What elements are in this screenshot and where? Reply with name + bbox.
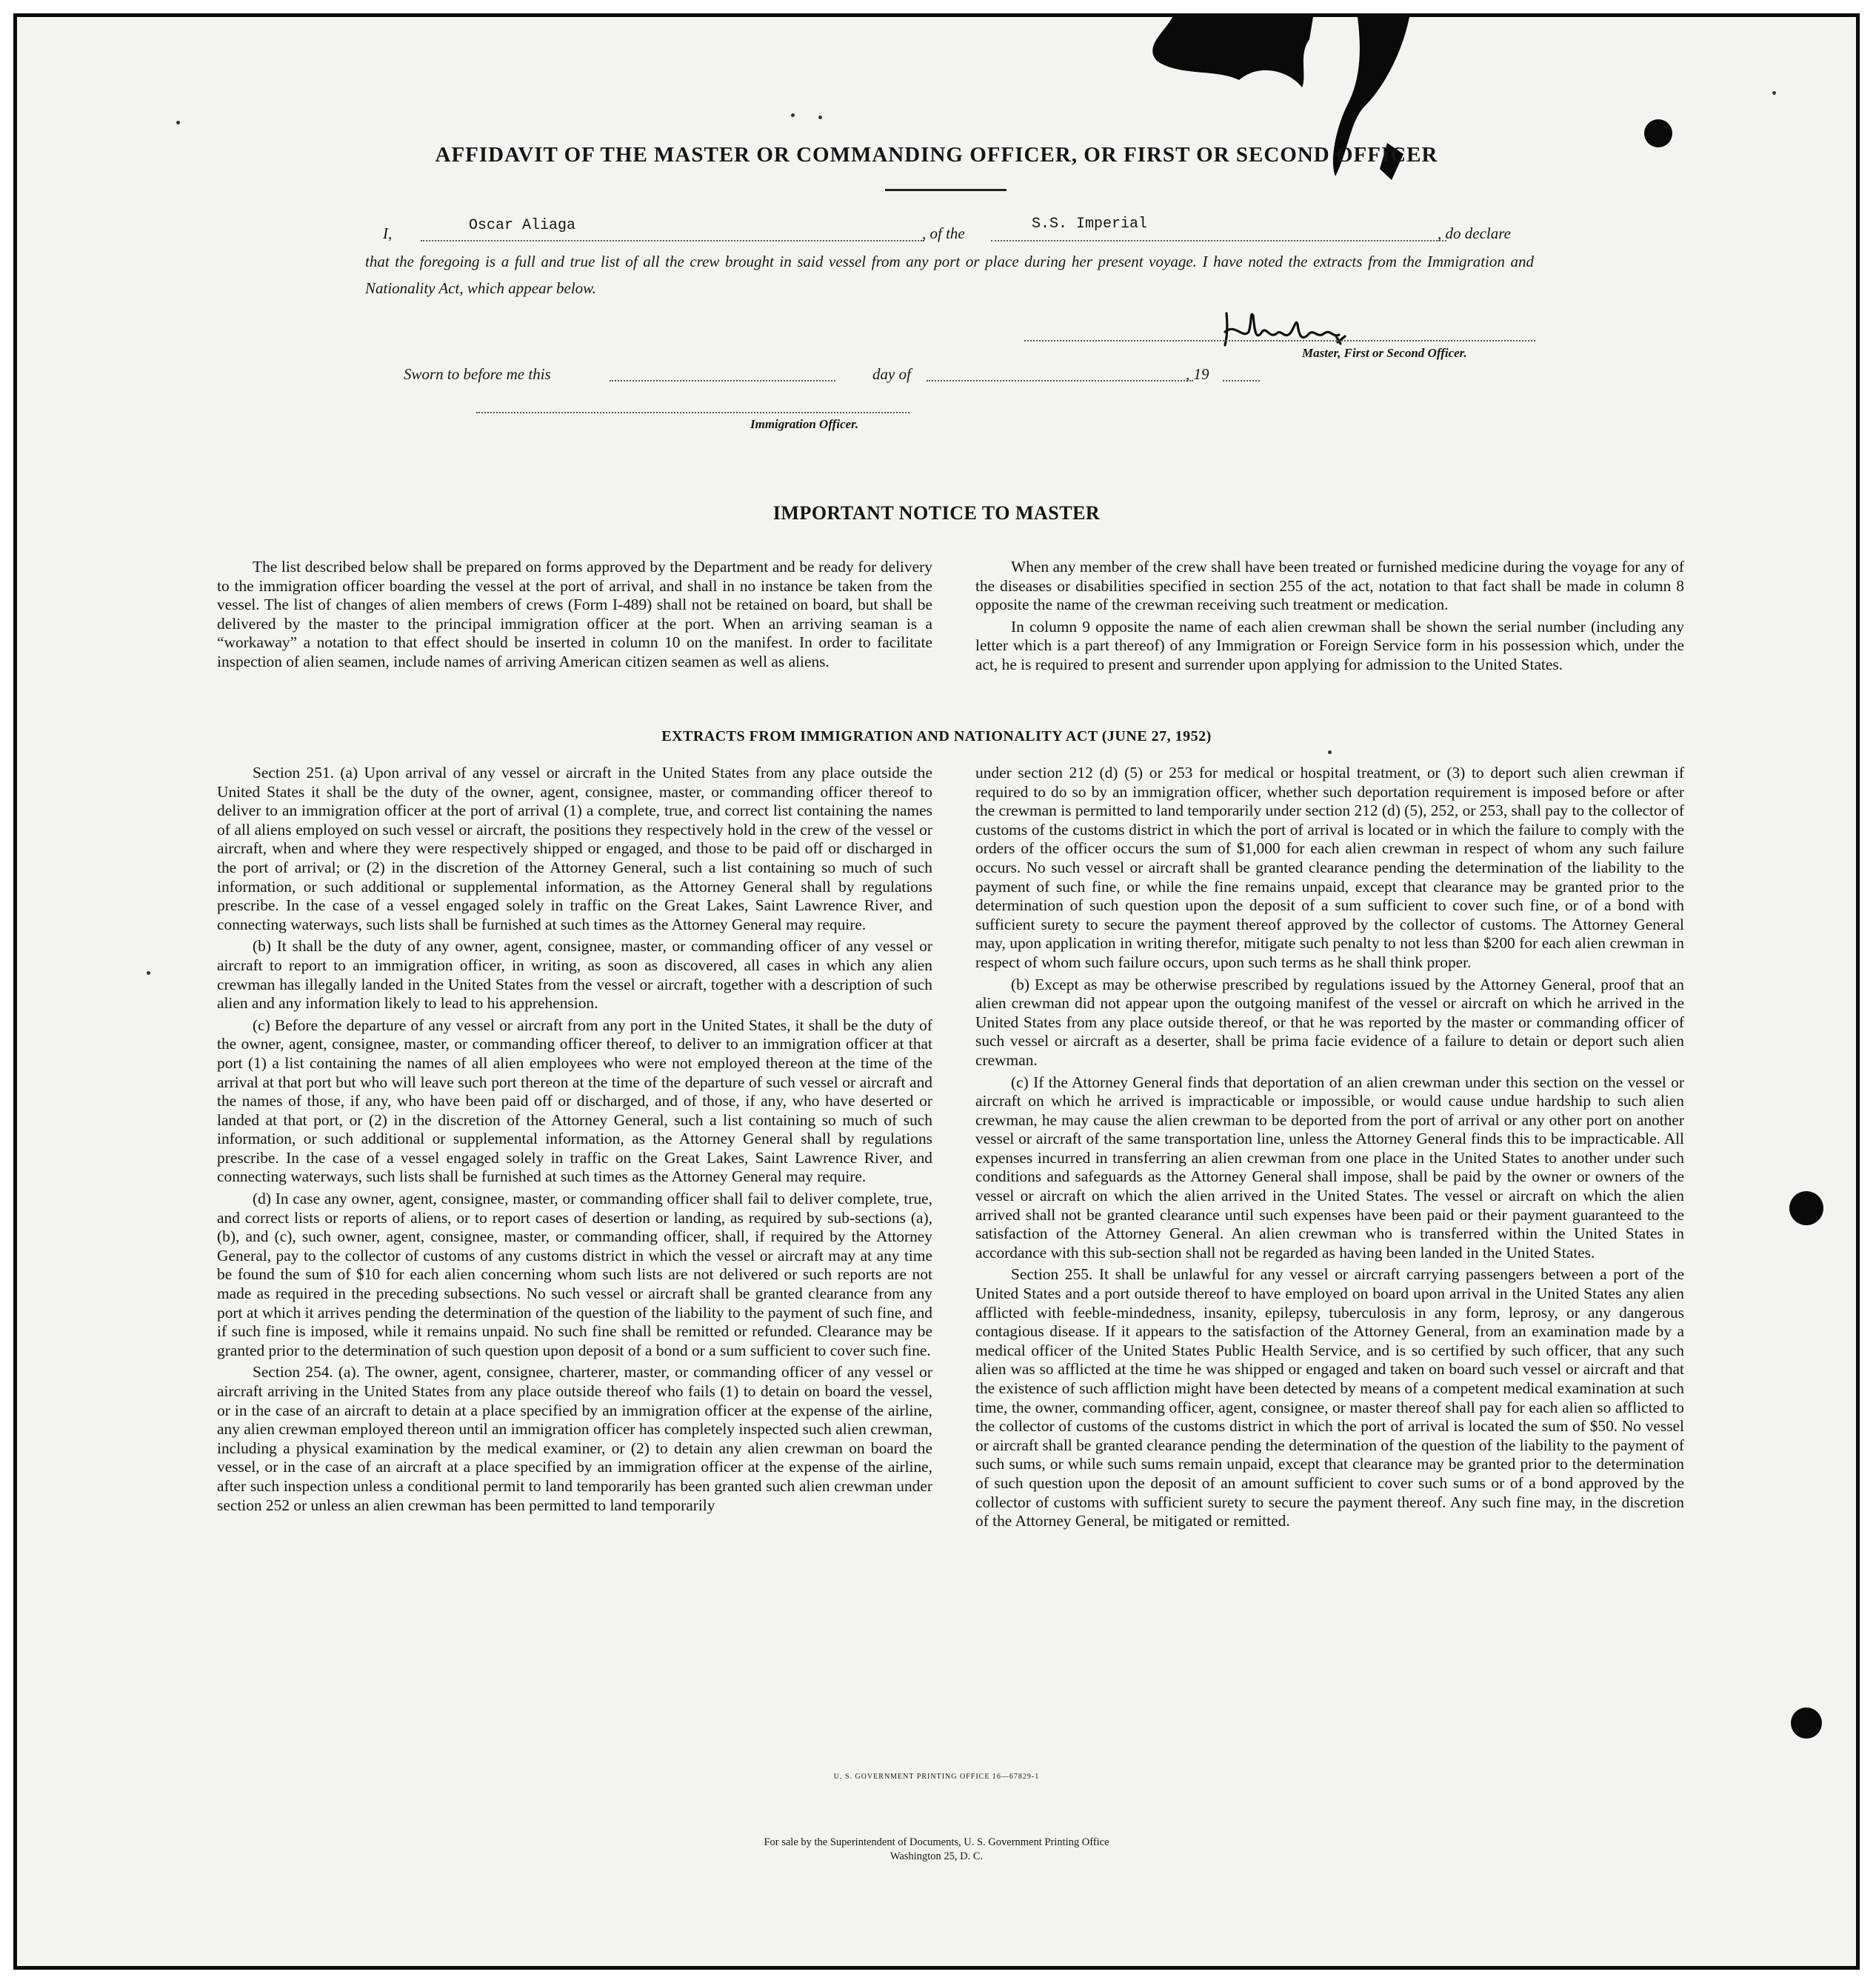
section-255: Section 255. It shall be unlawful for any vessel or aircraft carrying passengers between a port of the United States and a port outside thereof to have employed on board upon arrival in the United States any alien afflicted with feeble-mindedness, insanity, epilepsy, tuberculosis in any form, leprosy, or any dangerous contagious disease. If it appears to the satisfaction of the Attorney General, from an examination made by a medical officer of the United States Public Health Service, and is so certified by such officer, that any such alien was so afflicted at the time he was shipped or engaged and taken on board such vessel or aircraft and that the existence of such affliction might have been detected by means of a competent medical examination at such time, the owner, commanding officer, agent, consignee, or master thereof shall pay for each alien so afflicted to the collector of customs of the customs district in which the port of arrival is located the sum of $50. No vessel or aircraft shall be granted clearance pending the determination of the question of the liability to the payment of such sums, or while such sums remain unpaid, except that clearance may be granted prior to the determination of such question upon the deposit of an amount sufficient to cover such sums or of a bond approved by the collector of customs with sufficient surety to secure the payment thereof. Any such fine may, in the discretion of the Attorney General, be mitigated or remitted. bbox=[975, 1265, 1684, 1530]
punch-hole-middle bbox=[1789, 1191, 1823, 1225]
footer-line-2: Washington 25, D. C. bbox=[889, 1850, 984, 1862]
section-251-b: (b) It shall be the duty of any owner, agent, consignee, master, or commanding officer of any vessel or aircraft to report to an immigration officer, in writing, as soon as discovered, all cases in which any alien crewman has illegally landed in the United States from the vessel or aircraft, together with a description of such alien and any information likely to lead to his apprehension. bbox=[217, 937, 932, 1013]
section-254-b: (b) Except as may be otherwise prescribed by regulations issued by the Attorney General, proof that an alien crewman did not appear upon the outgoing manifest of the vessel or aircraft on which he arrived in the United States from any place outside thereof, or that he was reported by the master or commanding officer of such vessel or aircraft as a deserter, shall be prima facie evidence of a failure to detain or deport such alien crewman. bbox=[975, 975, 1684, 1069]
day-of-label: day of bbox=[872, 365, 911, 383]
notice-paragraph: In column 9 opposite the name of each alien crewman shall be shown the serial number (including any letter which is a part thereof) of any Immigration or Foreign Service form in his possession which, under the act, he is required to present and surrender upon applying for admission to the United States. bbox=[975, 617, 1684, 673]
document-page bbox=[13, 13, 1860, 1970]
section-251-d: (d) In case any owner, agent, consignee, master, or commanding officer shall fail to deliver complete, true, and correct lists or reports of aliens, or to report cases of desertion or landing, as required by sub-sections (a), (b), and (c), such owner, agent, consignee, master, or commanding officer, shall, if required by the Attorney General, pay to the collector of customs of any customs district in which the vessel or aircraft may at any time be found the sum of $10 for each alien concerning whom such lists are not delivered or such reports are not made as required in the preceding subsections. No such vessel or aircraft shall be granted clearance from any port at which it arrives pending the determination of the question of the liability to the payment of such fine, and if such fine is imposed, while it remains unpaid. No such fine shall be remitted or refunded. Clearance may be granted prior to the determination of such question upon deposit of a bond or a sum sufficient to cover such fine. bbox=[217, 1190, 932, 1359]
printer-imprint: U. S. GOVERNMENT PRINTING OFFICE 16—67829-1 bbox=[833, 1773, 1040, 1781]
affidavit-title: AFFIDAVIT OF THE MASTER OR COMMANDING OFFICER, OR FIRST OR SECOND OFFICER bbox=[435, 143, 1438, 167]
declarant-name-line bbox=[421, 240, 924, 241]
section-254-c: (c) If the Attorney General finds that deportation of an alien crewman under this section on the vessel or aircraft on which he arrived is impracticable or impossible, or would cause undue hardship to such alien crewman, he may cause the alien crewman to be deported from the port of arrival or any other port on another vessel or aircraft of the same transportation line, unless the Attorney General finds this to be impracticable. All expenses incurred in transferring an alien crewman from one place in the United States to another under such conditions and safeguards as the Attorney General shall impose, shall be paid by the owner or owners of the vessel or aircraft on which the alien arrived in the United States. The vessel or aircraft on which the alien arrived shall not be granted clearance until such expenses have been paid or their payment guaranteed to the satisfaction of the Attorney General. An alien crewman who is transferred within the United States in accordance with this sub-section shall not be regarded as having been landed in the United States. bbox=[975, 1073, 1684, 1262]
declarant-name: Oscar Aliaga bbox=[469, 217, 576, 234]
of-the-label: , of the bbox=[922, 224, 965, 242]
notice-right-column bbox=[975, 558, 1684, 678]
notice-left-column bbox=[217, 558, 932, 675]
immigration-officer-line bbox=[476, 412, 909, 413]
declaration-text: that the foregoing is a full and true list of all the crew brought in said vessel from any port or place during her present voyage. I have noted the extracts from the Immigration and Nationality Act, which appear below. bbox=[365, 253, 1534, 297]
declarant-prefix: I, bbox=[383, 224, 393, 242]
footer-line-1: For sale by the Superintendent of Documents, U. S. Government Printing Office bbox=[764, 1836, 1109, 1848]
vessel-name-line bbox=[991, 240, 1446, 241]
sworn-month-line bbox=[927, 380, 1193, 381]
extracts-title: EXTRACTS FROM IMMIGRATION AND NATIONALITY ACT (JUNE 27, 1952) bbox=[661, 728, 1212, 744]
sworn-year-line bbox=[1223, 380, 1260, 381]
signature-caption: Master, First or Second Officer. bbox=[1302, 346, 1467, 360]
sworn-day-line bbox=[610, 380, 835, 381]
section-254-a-continued: under section 212 (d) (5) or 253 for medical or hospital treatment, or (3) to deport such alien crewman if required to do so by an immigration officer, whether such deportation requirement is imposed before or after the crewman is permitted to land temporarily under section 212 (d) (5), 252, or 253, shall pay to the collector of customs of the customs district in which the port of arrival is located or in which the failure to comply with the orders of the officer occurs the sum of $1,000 for each alien crewman in respect of whom any such failure occurs. No such vessel or aircraft shall be granted clearance pending the determination of the liability to the payment of such fine, or while the fine remains unpaid, except that clearance may be granted prior to the determination of such question upon the deposit of a sum sufficient to cover such fine, or of a bond with sufficient surety to secure the payment thereof approved by the collector of customs. The Attorney General may, upon application in writing therefor, mitigate such penalty to not less than $200 for each alien crewman in respect of whom such failure occurs, upon such terms as he shall think proper. bbox=[975, 764, 1684, 971]
extracts-left-column bbox=[217, 764, 932, 1518]
vessel-name: S.S. Imperial bbox=[1032, 216, 1148, 233]
title-divider bbox=[885, 189, 1007, 191]
signature-line bbox=[1024, 340, 1535, 341]
do-declare-label: , do declare bbox=[1438, 224, 1511, 242]
sworn-prefix: Sworn to before me this bbox=[404, 365, 551, 383]
notice-paragraph: When any member of the crew shall have been treated or furnished medicine during the voyage for any of the diseases or disabilities specified in section 255 of the act, notation to that fact shall be made in column 8 opposite the name of the crewman receiving such treatment or medication. bbox=[975, 558, 1684, 614]
year-prefix: , 19 bbox=[1186, 365, 1209, 383]
notice-paragraph: The list described below shall be prepared on forms approved by the Department and be ready for delivery to the immigration officer boarding the vessel at the port of arrival, and shall in no instance be taken from the vessel. The list of changes of alien members of crews (Form I-489) shall not be retained on board, but shall be delivered by the master to the principal immigration officer at the port. When an arriving seaman is a “workaway” a notation to that effect should be inserted in column 10 on the manifest. In order to facilitate inspection of alien seamen, include names of arriving American citizen seamen as well as aliens. bbox=[217, 558, 932, 670]
extracts-right-column bbox=[975, 764, 1684, 1534]
punch-hole-bottom bbox=[1791, 1707, 1822, 1739]
section-251-c: (c) Before the departure of any vessel or aircraft from any port in the United States, it shall be the duty of the owner, agent, consignee, master, or commanding officer thereof, to deliver to an immigration officer at that port (1) a list containing the names of all alien employees who were not employed thereon at the time of the arrival at that port but who will leave such port thereon at the time of the departure of such vessel or aircraft and the names of those, if any, who have been paid off or discharged, and of those, if any, who have deserted or landed at that port, or (2) in the discretion of the Attorney General, such a list containing so much of such information, or such additional or supplemental information, as the Attorney General shall by regulations prescribe. In the case of a vessel engaged solely in traffic on the Great Lakes, Saint Lawrence River, and connecting waterways, such lists shall be furnished at such times as the Attorney General may require. bbox=[217, 1016, 932, 1186]
section-251-a: Section 251. (a) Upon arrival of any vessel or aircraft in the United States from any place outside the United States it shall be the duty of the owner, agent, consignee, master, or commanding officer thereof to deliver to an immigration officer at the port of arrival (1) a complete, true, and correct list containing the names of all aliens employed on such vessel or aircraft, the positions they respectively hold in the crew of the vessel or aircraft, when and where they were respectively shipped or engaged, and those to be paid off or discharged in the port of arrival; or (2) in the discretion of the Attorney General, such a list containing so much of such information, or such additional or supplemental information, as the Attorney General shall by regulations prescribe. In the case of a vessel engaged solely in traffic on the Great Lakes, Saint Lawrence River, and connecting waterways, such lists shall be furnished at such times as the Attorney General may require. bbox=[217, 764, 932, 933]
sale-footer bbox=[17, 1836, 1856, 1864]
section-254-a: Section 254. (a). The owner, agent, consignee, charterer, master, or commanding officer of any vessel or aircraft arriving in the United States from any place outside thereof who fails (1) to detain on board the vessel, or in the case of an aircraft to detain at a place specified by an immigration officer at the expense of the airline, any alien crewman employed thereon until an immigration officer has completely inspected such alien crewman, including a physical examination by the medical examiner, or (2) to detain any alien crewman on board the vessel, or in the case of an aircraft at a place specified by an immigration officer at the expense of the airline, after such inspection unless a conditional permit to land temporarily has been granted such alien crewman under section 252 or unless an alien crewman has been permitted to land temporarily bbox=[217, 1363, 932, 1514]
notice-title: IMPORTANT NOTICE TO MASTER bbox=[772, 502, 1101, 524]
torn-edge-damage bbox=[1113, 17, 1454, 195]
officer-caption: Immigration Officer. bbox=[750, 417, 859, 431]
